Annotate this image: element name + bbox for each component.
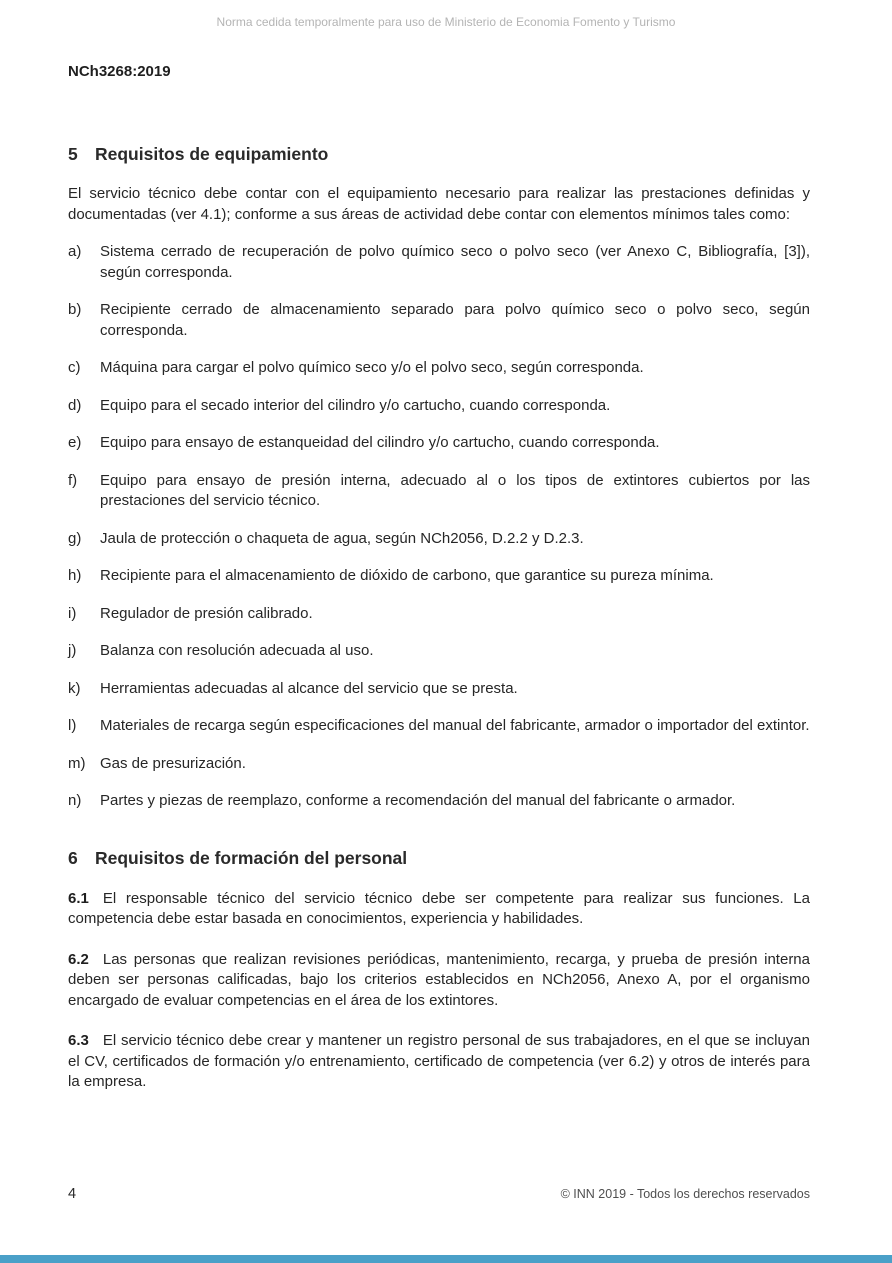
page-footer bbox=[68, 1186, 810, 1202]
numbered-paragraph bbox=[68, 950, 810, 1012]
page-number: 4 bbox=[68, 1186, 77, 1202]
list-item-marker: c) bbox=[68, 359, 81, 376]
list-item bbox=[68, 433, 810, 454]
list-item-text: Sistema cerrado de recuperación de polvo químico seco o polvo seco (ver Anexo C, Bibliografía, [3]), según corresponda. bbox=[100, 243, 810, 281]
list-item-marker: j) bbox=[68, 642, 77, 659]
list-item-marker: h) bbox=[68, 567, 82, 584]
list-item-text: Partes y piezas de reemplazo, conforme a recomendación del manual del fabricante o armador. bbox=[100, 792, 736, 809]
list-item-marker: e) bbox=[68, 434, 82, 451]
copyright-notice: © INN 2019 - Todos los derechos reservados bbox=[560, 1187, 810, 1201]
list-item bbox=[68, 529, 810, 550]
section-5-number: 5 bbox=[68, 144, 78, 164]
list-item bbox=[68, 604, 810, 625]
paragraph-text: El servicio técnico debe crear y mantener un registro personal de sus trabajadores, en el que se incluyan el CV, certificados de formación y/o entrenamiento, certificado de competencia (ver 6.2) y otros de interés para la empresa. bbox=[68, 1032, 810, 1090]
list-item-text: Recipiente para el almacenamiento de dióxido de carbono, que garantice su pureza mínima. bbox=[100, 567, 714, 584]
list-item-marker: n) bbox=[68, 792, 82, 809]
list-item-marker: g) bbox=[68, 529, 82, 547]
list-item-text: Balanza con resolución adecuada al uso. bbox=[100, 642, 374, 659]
equipment-list bbox=[68, 242, 810, 812]
list-item-text: Recipiente cerrado de almacenamiento separado para polvo químico seco o polvo seco, según corresponda. bbox=[100, 301, 810, 339]
list-item-marker: l) bbox=[68, 717, 77, 734]
list-item bbox=[68, 396, 810, 417]
list-item-text: Equipo para ensayo de presión interna, adecuado al o los tipos de extintores cubiertos por las prestaciones del servicio técnico. bbox=[100, 471, 810, 509]
paragraph-text: Las personas que realizan revisiones periódicas, mantenimiento, recarga, y prueba de presión interna deben ser personas calificadas, bajo los criterios establecidos en NCh2056, Anexo A, por el organismo encargado de evaluar competencias en el área de los extintores. bbox=[68, 950, 810, 1009]
list-item-text: Equipo para ensayo de estanqueidad del cilindro y/o cartucho, cuando corresponda. bbox=[100, 434, 660, 451]
list-item bbox=[68, 679, 810, 700]
list-item-text: Herramientas adecuadas al alcance del servicio que se presta. bbox=[100, 679, 518, 697]
list-item-marker: i) bbox=[68, 604, 77, 622]
list-item bbox=[68, 242, 810, 283]
doc-number: NCh3268:2019 bbox=[68, 63, 171, 80]
list-item bbox=[68, 300, 810, 341]
list-item-marker: a) bbox=[68, 243, 82, 260]
list-item bbox=[68, 566, 810, 587]
section-6-title: Requisitos de formación del personal bbox=[95, 847, 408, 868]
list-item-text: Regulador de presión calibrado. bbox=[100, 604, 313, 622]
numbered-paragraph bbox=[68, 889, 810, 930]
numbered-paragraph bbox=[68, 1031, 810, 1093]
section-6-number: 6 bbox=[68, 847, 78, 868]
section-5-title: Requisitos de equipamiento bbox=[95, 144, 329, 164]
section-5-heading bbox=[68, 144, 810, 165]
list-item-text: Materiales de recarga según especificaciones del manual del fabricante, armador o importador del extintor. bbox=[100, 717, 810, 734]
paragraph-number: 6.2 bbox=[68, 950, 89, 968]
list-item bbox=[68, 791, 810, 812]
paragraph-number: 6.1 bbox=[68, 889, 89, 907]
list-item bbox=[68, 754, 810, 775]
header-notice: Norma cedida temporalmente para uso de Ministerio de Economia Fomento y Turismo bbox=[216, 15, 676, 29]
list-item bbox=[68, 358, 810, 379]
list-item-marker: m) bbox=[68, 754, 86, 772]
list-item bbox=[68, 641, 810, 662]
list-item-text: Equipo para el secado interior del cilindro y/o cartucho, cuando corresponda. bbox=[100, 396, 611, 414]
section-6-heading bbox=[68, 848, 810, 869]
section-5-intro: El servicio técnico debe contar con el equipamiento necesario para realizar las prestaciones definidas y documentadas (ver 4.1); conforme a sus áreas de actividad debe contar con elementos mínimos tales como: bbox=[68, 185, 810, 223]
paragraph-text: El responsable técnico del servicio técnico debe ser competente para realizar sus funciones. La competencia debe estar basada en conocimientos, experiencia y habilidades. bbox=[68, 889, 810, 927]
list-item-text: Jaula de protección o chaqueta de agua, según NCh2056, D.2.2 y D.2.3. bbox=[100, 529, 584, 547]
list-item bbox=[68, 716, 810, 737]
paragraph-number: 6.3 bbox=[68, 1032, 89, 1049]
bottom-accent-bar bbox=[0, 1255, 892, 1263]
list-item-marker: d) bbox=[68, 396, 82, 414]
list-item-marker: b) bbox=[68, 301, 82, 318]
list-item bbox=[68, 471, 810, 512]
list-item-marker: k) bbox=[68, 679, 81, 697]
list-item-marker: f) bbox=[68, 471, 78, 489]
list-item-text: Gas de presurización. bbox=[100, 754, 246, 772]
list-item-text: Máquina para cargar el polvo químico seco y/o el polvo seco, según corresponda. bbox=[100, 359, 644, 376]
